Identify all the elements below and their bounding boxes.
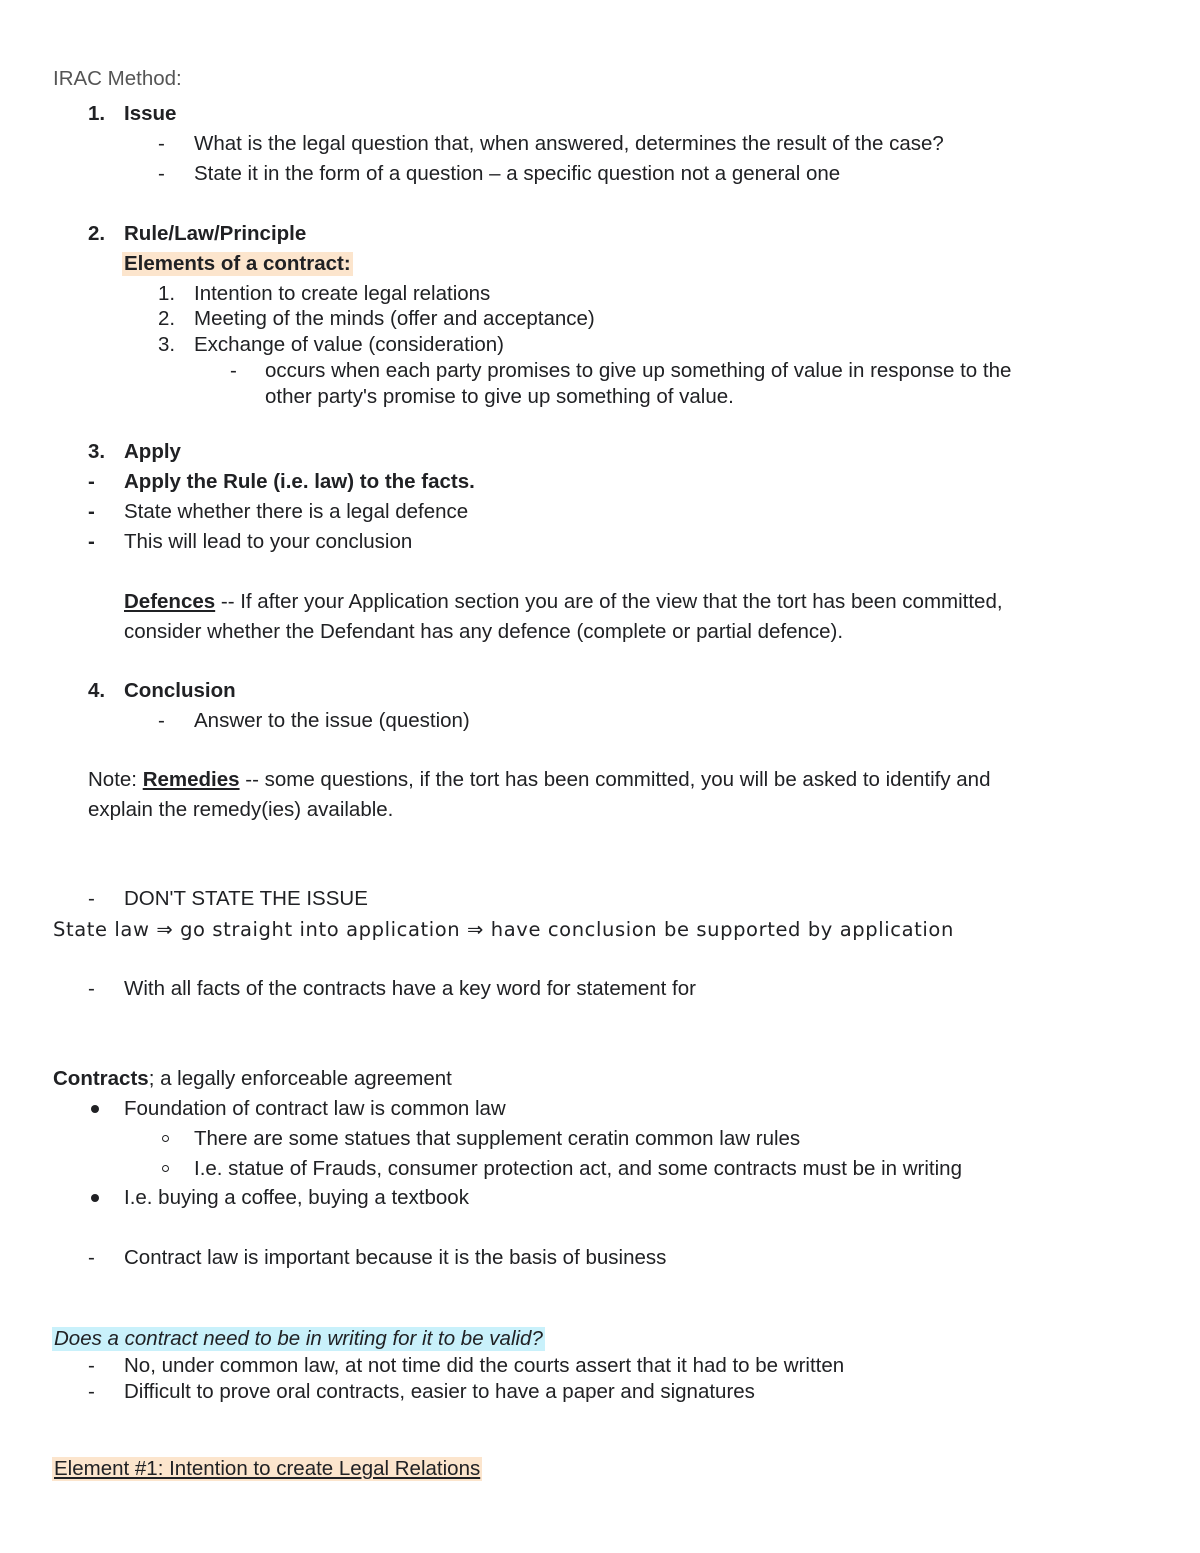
conclusion-heading: Conclusion	[124, 679, 236, 702]
note-prefix: Note:	[88, 768, 143, 791]
defences-text: -- If after your Application section you are of the view that the tort has been committed,	[215, 590, 1003, 613]
dash-marker: -	[230, 359, 237, 382]
apply-bullet-1: Apply the Rule (i.e. law) to the facts.	[124, 470, 475, 493]
apply-bullet-3: This will lead to your conclusion	[124, 530, 413, 553]
element-item-1: Intention to create legal relations	[194, 282, 491, 305]
rule-heading: Rule/Law/Principle	[124, 222, 307, 245]
issue-number: 1.	[88, 102, 106, 125]
bullet-circle	[162, 1135, 169, 1142]
contracts-bullet-2: I.e. buying a coffee, buying a textbook	[124, 1186, 469, 1209]
element-1-heading: Element #1: Intention to create Legal Relations	[54, 1457, 481, 1480]
elements-heading: Elements of a contract:	[124, 252, 351, 275]
writing-question: Does a contract need to be in writing for it to be valid?	[54, 1327, 543, 1350]
apply-number: 3.	[88, 440, 106, 463]
dash-marker: -	[88, 977, 95, 1000]
apply-bullet-2: State whether there is a legal defence	[124, 500, 469, 523]
element-number: 1.	[158, 282, 176, 305]
consideration-note-line-2: other party's promise to give up something of value.	[265, 385, 734, 408]
dash-marker: -	[88, 470, 95, 493]
key-word-line: With all facts of the contracts have a key word for statement for	[124, 977, 696, 1000]
conclusion-bullet: Answer to the issue (question)	[194, 709, 470, 732]
contracts-sub-bullet-1: There are some statues that supplement ceratin common law rules	[194, 1127, 801, 1150]
dash-marker: -	[88, 1380, 95, 1403]
element-number: 2.	[158, 307, 176, 330]
note-text: -- some questions, if the tort has been committed, you will be asked to identify and	[239, 768, 991, 791]
bullet-dot	[91, 1105, 99, 1113]
contracts-sub-bullet-2: I.e. statue of Frauds, consumer protection act, and some contracts must be in writing	[194, 1157, 962, 1180]
apply-heading: Apply	[124, 440, 181, 463]
contracts-label: Contracts	[53, 1067, 149, 1090]
contracts-bullet-1: Foundation of contract law is common law	[124, 1097, 506, 1120]
contracts-definition	[53, 1067, 452, 1091]
dash-marker: -	[88, 530, 95, 553]
note-paragraph-line-2: explain the remedy(ies) available.	[88, 798, 394, 821]
issue-heading: Issue	[124, 102, 177, 125]
writing-bullet-1: No, under common law, at not time did the courts assert that it had to be written	[124, 1354, 845, 1377]
bullet-circle	[162, 1165, 169, 1172]
rule-number: 2.	[88, 222, 106, 245]
defences-label: Defences	[124, 590, 216, 613]
element-item-3: Exchange of value (consideration)	[194, 333, 504, 356]
dash-marker: -	[158, 162, 165, 185]
element-item-2: Meeting of the minds (offer and acceptance)	[194, 307, 595, 330]
defences-paragraph-line-2: consider whether the Defendant has any defence (complete or partial defence).	[124, 620, 844, 643]
dash-marker: -	[88, 1246, 95, 1269]
consideration-note-line-1: occurs when each party promises to give up something of value in response to the	[265, 359, 1012, 382]
bullet-dot	[91, 1194, 99, 1202]
state-law-line: State law ⇒ go straight into application ⇒ have conclusion be supported by application	[53, 918, 954, 941]
issue-bullet-1: What is the legal question that, when answered, determines the result of the case?	[194, 132, 944, 155]
note-paragraph-line-1	[88, 768, 990, 792]
dash-marker: -	[88, 500, 95, 523]
dash-marker: -	[158, 132, 165, 155]
contracts-importance: Contract law is important because it is the basis of business	[124, 1246, 667, 1269]
dash-marker: -	[88, 887, 95, 910]
dash-marker: -	[158, 709, 165, 732]
dash-marker: -	[88, 1354, 95, 1377]
defences-paragraph-line-1	[124, 590, 1003, 614]
contracts-definition-text: ; a legally enforceable agreement	[148, 1067, 452, 1090]
remedies-label: Remedies	[142, 768, 240, 791]
issue-bullet-2: State it in the form of a question – a specific question not a general one	[194, 162, 841, 185]
conclusion-number: 4.	[88, 679, 106, 702]
element-number: 3.	[158, 333, 176, 356]
writing-bullet-2: Difficult to prove oral contracts, easier to have a paper and signatures	[124, 1380, 755, 1403]
dont-state-issue: DON'T STATE THE ISSUE	[124, 887, 368, 910]
document-title: IRAC Method:	[53, 67, 182, 90]
